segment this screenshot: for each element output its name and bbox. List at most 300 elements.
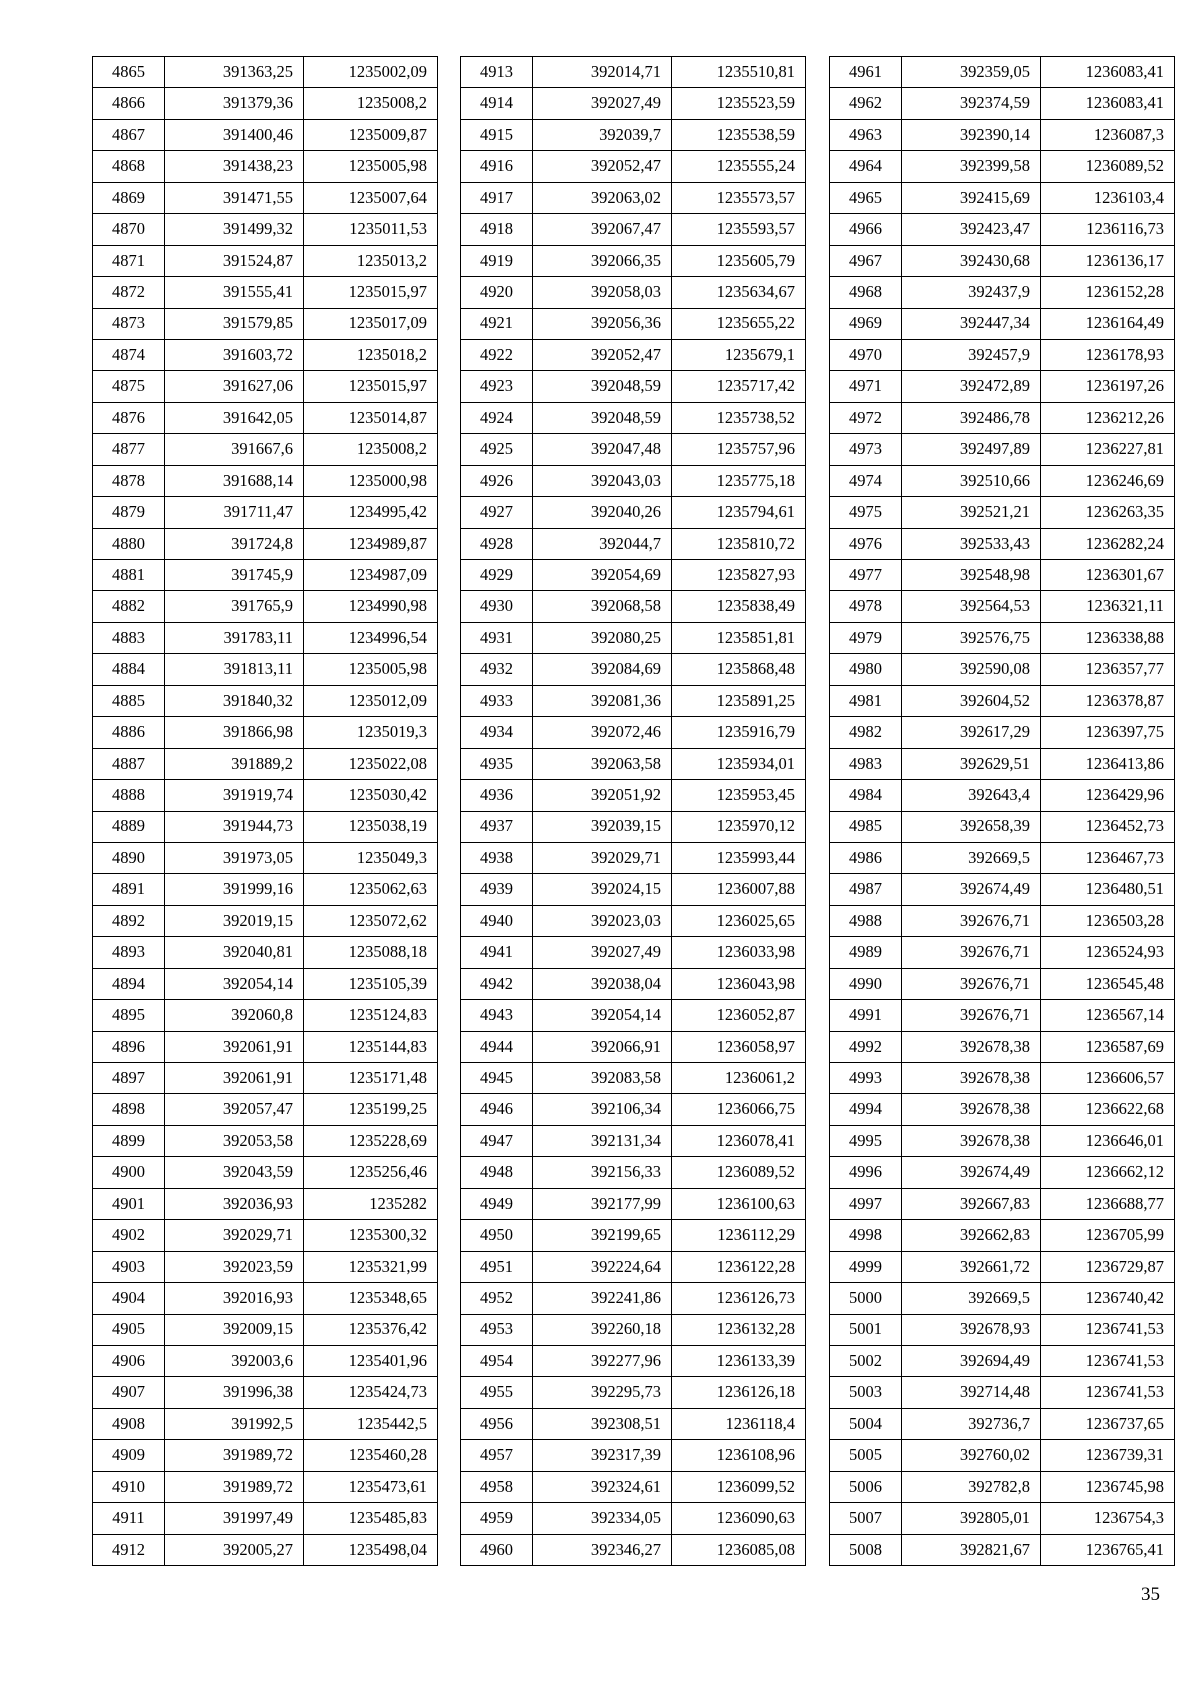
table-row (93, 371, 438, 402)
point-number-cell: 4918 (461, 214, 533, 245)
y-coordinate-cell: 1236357,77 (1041, 654, 1175, 685)
point-number-cell: 4932 (461, 654, 533, 685)
x-coordinate-cell: 392019,15 (165, 905, 304, 936)
x-coordinate-cell: 392457,9 (902, 339, 1041, 370)
point-number-cell: 4903 (93, 1251, 165, 1282)
x-coordinate-cell: 392027,49 (533, 88, 672, 119)
point-number-cell: 4895 (93, 1000, 165, 1031)
y-coordinate-cell: 1236397,75 (1041, 717, 1175, 748)
table-row (830, 1345, 1175, 1376)
point-number-cell: 5002 (830, 1345, 902, 1376)
point-number-cell: 4973 (830, 434, 902, 465)
point-number-cell: 4991 (830, 1000, 902, 1031)
point-number-cell: 4896 (93, 1031, 165, 1062)
y-coordinate-cell: 1236765,41 (1041, 1534, 1175, 1565)
x-coordinate-cell: 392437,9 (902, 277, 1041, 308)
point-number-cell: 4875 (93, 371, 165, 402)
table-row (830, 528, 1175, 559)
y-coordinate-cell: 1236688,77 (1041, 1188, 1175, 1219)
point-number-cell: 4964 (830, 151, 902, 182)
y-coordinate-cell: 1235738,52 (672, 402, 806, 433)
y-coordinate-cell: 1236622,68 (1041, 1094, 1175, 1125)
point-number-cell: 4886 (93, 717, 165, 748)
point-number-cell: 4873 (93, 308, 165, 339)
x-coordinate-cell: 392048,59 (533, 402, 672, 433)
table-row (461, 214, 806, 245)
table-row (461, 119, 806, 150)
table-row (93, 57, 438, 88)
point-number-cell: 4983 (830, 748, 902, 779)
x-coordinate-cell: 392548,98 (902, 560, 1041, 591)
table-row (830, 1283, 1175, 1314)
y-coordinate-cell: 1236136,17 (1041, 245, 1175, 276)
x-coordinate-cell: 392066,91 (533, 1031, 672, 1062)
point-number-cell: 4921 (461, 308, 533, 339)
x-coordinate-cell: 392003,6 (165, 1345, 304, 1376)
x-coordinate-cell: 392658,39 (902, 811, 1041, 842)
x-coordinate-cell: 392027,49 (533, 937, 672, 968)
point-number-cell: 4975 (830, 497, 902, 528)
table-row (461, 874, 806, 905)
y-coordinate-cell: 1236321,11 (1041, 591, 1175, 622)
point-number-cell: 4937 (461, 811, 533, 842)
point-number-cell: 5003 (830, 1377, 902, 1408)
table-row (461, 905, 806, 936)
y-coordinate-cell: 1235851,81 (672, 622, 806, 653)
x-coordinate-cell: 392054,14 (165, 968, 304, 999)
y-coordinate-cell: 1235424,73 (304, 1377, 438, 1408)
x-coordinate-cell: 392805,01 (902, 1503, 1041, 1534)
y-coordinate-cell: 1235002,09 (304, 57, 438, 88)
point-number-cell: 4961 (830, 57, 902, 88)
y-coordinate-cell: 1236052,87 (672, 1000, 806, 1031)
table-row (461, 1503, 806, 1534)
y-coordinate-cell: 1236567,14 (1041, 1000, 1175, 1031)
point-number-cell: 4984 (830, 780, 902, 811)
y-coordinate-cell: 1236197,26 (1041, 371, 1175, 402)
y-coordinate-cell: 1236467,73 (1041, 842, 1175, 873)
table-row (830, 1094, 1175, 1125)
x-coordinate-cell: 391400,46 (165, 119, 304, 150)
table-row (461, 1471, 806, 1502)
table-row (830, 685, 1175, 716)
table-row (461, 591, 806, 622)
point-number-cell: 4958 (461, 1471, 533, 1502)
x-coordinate-cell: 392694,49 (902, 1345, 1041, 1376)
point-number-cell: 4994 (830, 1094, 902, 1125)
point-number-cell: 4967 (830, 245, 902, 276)
table-row (461, 57, 806, 88)
table-row (93, 968, 438, 999)
table-row (461, 1314, 806, 1345)
table-row (830, 1188, 1175, 1219)
x-coordinate-cell: 391688,14 (165, 465, 304, 496)
y-coordinate-cell: 1234989,87 (304, 528, 438, 559)
point-number-cell: 4912 (93, 1534, 165, 1565)
point-number-cell: 4952 (461, 1283, 533, 1314)
table-row (461, 1283, 806, 1314)
point-number-cell: 4878 (93, 465, 165, 496)
y-coordinate-cell: 1235523,59 (672, 88, 806, 119)
point-number-cell: 4938 (461, 842, 533, 873)
point-number-cell: 4910 (93, 1471, 165, 1502)
y-coordinate-cell: 1236378,87 (1041, 685, 1175, 716)
x-coordinate-cell: 392629,51 (902, 748, 1041, 779)
table-row (461, 339, 806, 370)
point-number-cell: 4979 (830, 622, 902, 653)
table-row (93, 339, 438, 370)
y-coordinate-cell: 1234987,09 (304, 560, 438, 591)
point-number-cell: 5004 (830, 1408, 902, 1439)
x-coordinate-cell: 392617,29 (902, 717, 1041, 748)
point-number-cell: 4865 (93, 57, 165, 88)
table-row (461, 748, 806, 779)
point-number-cell: 4911 (93, 1503, 165, 1534)
table-row (830, 1125, 1175, 1156)
x-coordinate-cell: 392052,47 (533, 339, 672, 370)
table-row (830, 654, 1175, 685)
point-number-cell: 4962 (830, 88, 902, 119)
x-coordinate-cell: 392083,58 (533, 1063, 672, 1094)
point-number-cell: 4923 (461, 371, 533, 402)
table-row (830, 874, 1175, 905)
x-coordinate-cell: 392399,58 (902, 151, 1041, 182)
point-number-cell: 4883 (93, 622, 165, 653)
table-row (830, 780, 1175, 811)
y-coordinate-cell: 1236061,2 (672, 1063, 806, 1094)
point-number-cell: 4974 (830, 465, 902, 496)
x-coordinate-cell: 391579,85 (165, 308, 304, 339)
y-coordinate-cell: 1235038,19 (304, 811, 438, 842)
y-coordinate-cell: 1235460,28 (304, 1440, 438, 1471)
table-row (93, 402, 438, 433)
y-coordinate-cell: 1235000,98 (304, 465, 438, 496)
y-coordinate-cell: 1234990,98 (304, 591, 438, 622)
x-coordinate-cell: 392036,93 (165, 1188, 304, 1219)
table-row (461, 685, 806, 716)
table-row (461, 402, 806, 433)
point-number-cell: 4940 (461, 905, 533, 936)
table-row (461, 842, 806, 873)
y-coordinate-cell: 1235007,64 (304, 182, 438, 213)
x-coordinate-cell: 392024,15 (533, 874, 672, 905)
table-row (93, 1503, 438, 1534)
x-coordinate-cell: 392374,59 (902, 88, 1041, 119)
table-row (830, 1157, 1175, 1188)
point-number-cell: 4942 (461, 968, 533, 999)
x-coordinate-cell: 392040,81 (165, 937, 304, 968)
point-number-cell: 4955 (461, 1377, 533, 1408)
point-number-cell: 4929 (461, 560, 533, 591)
x-coordinate-cell: 391627,06 (165, 371, 304, 402)
y-coordinate-cell: 1235810,72 (672, 528, 806, 559)
point-number-cell: 4960 (461, 1534, 533, 1565)
y-coordinate-cell: 1235013,2 (304, 245, 438, 276)
y-coordinate-cell: 1236338,88 (1041, 622, 1175, 653)
table-row (830, 717, 1175, 748)
table-row (830, 465, 1175, 496)
point-number-cell: 4913 (461, 57, 533, 88)
table-row (93, 717, 438, 748)
table-row (93, 119, 438, 150)
x-coordinate-cell: 392053,58 (165, 1125, 304, 1156)
y-coordinate-cell: 1236227,81 (1041, 434, 1175, 465)
coordinate-table-2 (460, 56, 806, 1566)
y-coordinate-cell: 1235655,22 (672, 308, 806, 339)
point-number-cell: 4941 (461, 937, 533, 968)
y-coordinate-cell: 1235005,98 (304, 654, 438, 685)
y-coordinate-cell: 1235891,25 (672, 685, 806, 716)
x-coordinate-cell: 392060,8 (165, 1000, 304, 1031)
x-coordinate-cell: 392576,75 (902, 622, 1041, 653)
table-row (461, 1345, 806, 1376)
table-row (830, 277, 1175, 308)
table-row (93, 591, 438, 622)
point-number-cell: 4884 (93, 654, 165, 685)
table-row (93, 780, 438, 811)
table-row (93, 1345, 438, 1376)
y-coordinate-cell: 1235062,63 (304, 874, 438, 905)
x-coordinate-cell: 392674,49 (902, 1157, 1041, 1188)
point-number-cell: 4925 (461, 434, 533, 465)
y-coordinate-cell: 1235256,46 (304, 1157, 438, 1188)
y-coordinate-cell: 1235018,2 (304, 339, 438, 370)
point-number-cell: 4936 (461, 780, 533, 811)
x-coordinate-cell: 392678,38 (902, 1031, 1041, 1062)
table-row (461, 497, 806, 528)
y-coordinate-cell: 1236740,42 (1041, 1283, 1175, 1314)
point-number-cell: 4902 (93, 1220, 165, 1251)
x-coordinate-cell: 391944,73 (165, 811, 304, 842)
point-number-cell: 4867 (93, 119, 165, 150)
y-coordinate-cell: 1235015,97 (304, 277, 438, 308)
table-row (830, 937, 1175, 968)
x-coordinate-cell: 391783,11 (165, 622, 304, 653)
y-coordinate-cell: 1235555,24 (672, 151, 806, 182)
y-coordinate-cell: 1236212,26 (1041, 402, 1175, 433)
point-number-cell: 4924 (461, 402, 533, 433)
table-row (830, 182, 1175, 213)
x-coordinate-cell: 392040,26 (533, 497, 672, 528)
point-number-cell: 4887 (93, 748, 165, 779)
x-coordinate-cell: 391840,32 (165, 685, 304, 716)
x-coordinate-cell: 391603,72 (165, 339, 304, 370)
table-row (830, 119, 1175, 150)
x-coordinate-cell: 392643,4 (902, 780, 1041, 811)
x-coordinate-cell: 392782,8 (902, 1471, 1041, 1502)
point-number-cell: 4980 (830, 654, 902, 685)
point-number-cell: 4998 (830, 1220, 902, 1251)
x-coordinate-cell: 392039,7 (533, 119, 672, 150)
table-row (93, 434, 438, 465)
point-number-cell: 4879 (93, 497, 165, 528)
y-coordinate-cell: 1235088,18 (304, 937, 438, 968)
table-row (93, 1251, 438, 1282)
table-row (830, 402, 1175, 433)
y-coordinate-cell: 1235934,01 (672, 748, 806, 779)
point-number-cell: 4986 (830, 842, 902, 873)
y-coordinate-cell: 1236083,41 (1041, 57, 1175, 88)
table-row (461, 1188, 806, 1219)
x-coordinate-cell: 392714,48 (902, 1377, 1041, 1408)
point-number-cell: 4899 (93, 1125, 165, 1156)
table-row (461, 717, 806, 748)
y-coordinate-cell: 1236503,28 (1041, 905, 1175, 936)
y-coordinate-cell: 1235717,42 (672, 371, 806, 402)
point-number-cell: 4868 (93, 151, 165, 182)
y-coordinate-cell: 1235827,93 (672, 560, 806, 591)
y-coordinate-cell: 1236587,69 (1041, 1031, 1175, 1062)
y-coordinate-cell: 1235376,42 (304, 1314, 438, 1345)
point-number-cell: 4982 (830, 717, 902, 748)
point-number-cell: 5001 (830, 1314, 902, 1345)
point-number-cell: 4953 (461, 1314, 533, 1345)
y-coordinate-cell: 1235868,48 (672, 654, 806, 685)
y-coordinate-cell: 1236066,75 (672, 1094, 806, 1125)
x-coordinate-cell: 392760,02 (902, 1440, 1041, 1471)
table-row (461, 465, 806, 496)
x-coordinate-cell: 392324,61 (533, 1471, 672, 1502)
x-coordinate-cell: 392241,86 (533, 1283, 672, 1314)
table-row (830, 842, 1175, 873)
table-row (830, 151, 1175, 182)
table-row (461, 245, 806, 276)
point-number-cell: 4943 (461, 1000, 533, 1031)
y-coordinate-cell: 1236112,29 (672, 1220, 806, 1251)
y-coordinate-cell: 1235015,97 (304, 371, 438, 402)
x-coordinate-cell: 392676,71 (902, 1000, 1041, 1031)
y-coordinate-cell: 1236152,28 (1041, 277, 1175, 308)
point-number-cell: 4947 (461, 1125, 533, 1156)
table-row (461, 1251, 806, 1282)
point-number-cell: 4965 (830, 182, 902, 213)
x-coordinate-cell: 392678,38 (902, 1094, 1041, 1125)
point-number-cell: 4889 (93, 811, 165, 842)
y-coordinate-cell: 1236178,93 (1041, 339, 1175, 370)
y-coordinate-cell: 1236745,98 (1041, 1471, 1175, 1502)
y-coordinate-cell: 1236301,67 (1041, 560, 1175, 591)
x-coordinate-cell: 391363,25 (165, 57, 304, 88)
x-coordinate-cell: 392177,99 (533, 1188, 672, 1219)
y-coordinate-cell: 1236646,01 (1041, 1125, 1175, 1156)
point-number-cell: 4908 (93, 1408, 165, 1439)
x-coordinate-cell: 392061,91 (165, 1031, 304, 1062)
table-row (93, 465, 438, 496)
y-coordinate-cell: 1235757,96 (672, 434, 806, 465)
point-number-cell: 4892 (93, 905, 165, 936)
point-number-cell: 4950 (461, 1220, 533, 1251)
table-row (830, 622, 1175, 653)
x-coordinate-cell: 392317,39 (533, 1440, 672, 1471)
table-row (461, 1534, 806, 1565)
table-row (461, 1094, 806, 1125)
y-coordinate-cell: 1235300,32 (304, 1220, 438, 1251)
table-row (830, 371, 1175, 402)
table-row (461, 560, 806, 591)
point-number-cell: 4995 (830, 1125, 902, 1156)
y-coordinate-cell: 1235775,18 (672, 465, 806, 496)
x-coordinate-cell: 392604,52 (902, 685, 1041, 716)
x-coordinate-cell: 392039,15 (533, 811, 672, 842)
point-number-cell: 4997 (830, 1188, 902, 1219)
table-row (830, 434, 1175, 465)
table-row (461, 654, 806, 685)
x-coordinate-cell: 392669,5 (902, 842, 1041, 873)
point-number-cell: 5005 (830, 1440, 902, 1471)
x-coordinate-cell: 391379,36 (165, 88, 304, 119)
y-coordinate-cell: 1236662,12 (1041, 1157, 1175, 1188)
x-coordinate-cell: 392066,35 (533, 245, 672, 276)
y-coordinate-cell: 1236085,08 (672, 1534, 806, 1565)
point-number-cell: 4901 (93, 1188, 165, 1219)
point-number-cell: 4905 (93, 1314, 165, 1345)
y-coordinate-cell: 1236100,63 (672, 1188, 806, 1219)
table-row (461, 1063, 806, 1094)
y-coordinate-cell: 1235199,25 (304, 1094, 438, 1125)
x-coordinate-cell: 392014,71 (533, 57, 672, 88)
y-coordinate-cell: 1235144,83 (304, 1031, 438, 1062)
table-row (93, 622, 438, 653)
y-coordinate-cell: 1236078,41 (672, 1125, 806, 1156)
point-number-cell: 4890 (93, 842, 165, 873)
x-coordinate-cell: 392390,14 (902, 119, 1041, 150)
point-number-cell: 4976 (830, 528, 902, 559)
x-coordinate-cell: 392081,36 (533, 685, 672, 716)
y-coordinate-cell: 1236754,3 (1041, 1503, 1175, 1534)
point-number-cell: 4972 (830, 402, 902, 433)
point-number-cell: 4897 (93, 1063, 165, 1094)
point-number-cell: 4893 (93, 937, 165, 968)
table-row (93, 811, 438, 842)
point-number-cell: 4990 (830, 968, 902, 999)
table-row (93, 1125, 438, 1156)
y-coordinate-cell: 1235049,3 (304, 842, 438, 873)
y-coordinate-cell: 1235953,45 (672, 780, 806, 811)
y-coordinate-cell: 1236058,97 (672, 1031, 806, 1062)
point-number-cell: 4919 (461, 245, 533, 276)
x-coordinate-cell: 392057,47 (165, 1094, 304, 1125)
y-coordinate-cell: 1234996,54 (304, 622, 438, 653)
table-row (461, 622, 806, 653)
x-coordinate-cell: 392447,34 (902, 308, 1041, 339)
point-number-cell: 4916 (461, 151, 533, 182)
y-coordinate-cell: 1235510,81 (672, 57, 806, 88)
y-coordinate-cell: 1235019,3 (304, 717, 438, 748)
table-row (830, 497, 1175, 528)
x-coordinate-cell: 391711,47 (165, 497, 304, 528)
y-coordinate-cell: 1236739,31 (1041, 1440, 1175, 1471)
x-coordinate-cell: 392346,27 (533, 1534, 672, 1565)
x-coordinate-cell: 392047,48 (533, 434, 672, 465)
y-coordinate-cell: 1235030,42 (304, 780, 438, 811)
y-coordinate-cell: 1236480,51 (1041, 874, 1175, 905)
table-row (461, 1377, 806, 1408)
x-coordinate-cell: 392054,14 (533, 1000, 672, 1031)
point-number-cell: 4915 (461, 119, 533, 150)
y-coordinate-cell: 1235282 (304, 1188, 438, 1219)
table-row (830, 1471, 1175, 1502)
y-coordinate-cell: 1235348,65 (304, 1283, 438, 1314)
point-number-cell: 4969 (830, 308, 902, 339)
y-coordinate-cell: 1235072,62 (304, 905, 438, 936)
point-number-cell: 4963 (830, 119, 902, 150)
point-number-cell: 4966 (830, 214, 902, 245)
y-coordinate-cell: 1236118,4 (672, 1408, 806, 1439)
y-coordinate-cell: 1235124,83 (304, 1000, 438, 1031)
table-row (461, 88, 806, 119)
y-coordinate-cell: 1236452,73 (1041, 811, 1175, 842)
y-coordinate-cell: 1235593,57 (672, 214, 806, 245)
